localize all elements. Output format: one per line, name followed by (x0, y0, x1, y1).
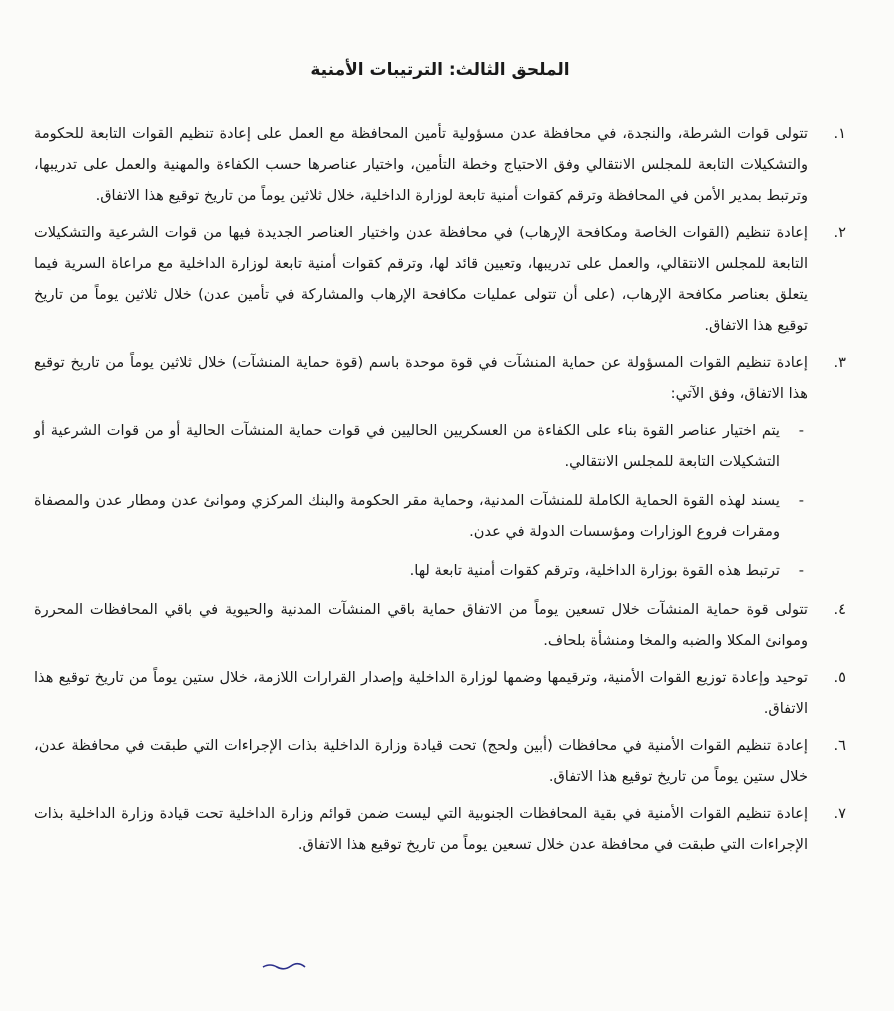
clause-text: إعادة تنظيم القوات المسؤولة عن حماية المنشآت في قوة موحدة باسم (قوة حماية المنشآت) خلال ثلاثين يوماً من تاريخ توقيع هذا الاتفاق، وفق الآتي: (34, 354, 808, 402)
pen-stroke (263, 964, 305, 969)
bullet-dash: - (798, 492, 804, 509)
sub-item (34, 485, 808, 547)
bullet-dash: - (798, 562, 804, 579)
clause-number: ٤. (833, 601, 846, 618)
clause-text: تتولى قوة حماية المنشآت خلال تسعين يوماً من الاتفاق حماية باقي المنشآت المدنية والحيوية في باقي المحافظات المحررة وموانئ المكلا والضبه والمخا ومنشأة بلحاف. (34, 601, 808, 649)
clause-text: إعادة تنظيم القوات الأمنية في بقية المحافظات الجنوبية التي ليست ضمن قوائم وزارة الداخلية تحت قيادة وزارة الداخلية بذات الإجراءات التي طبقت في محافظة عدن خلال تسعين يوماً من تاريخ توقيع هذا الاتفاق. (34, 805, 808, 853)
clause-text: إعادة تنظيم القوات الأمنية في محافظات (أبين ولحج) تحت قيادة وزارة الداخلية بذات الإجراءات التي طبقت في محافظة عدن، خلال ستين يوماً من تاريخ توقيع هذا الاتفاق. (34, 737, 808, 785)
page-title: الملحق الثالث: الترتيبات الأمنية (310, 60, 570, 80)
sub-item (34, 415, 808, 477)
clause-list (34, 118, 846, 860)
clause-5 (34, 662, 846, 724)
clause-text: تتولى قوات الشرطة، والنجدة، في محافظة عدن مسؤولية تأمين المحافظة مع العمل على إعادة تنظيم القوات التابعة للحكومة والتشكيلات التابعة للمجلس الانتقالي وفق الاحتياج وخطة التأمين، واختيار عناصرها حسب الكفاءة والمهنية والعمل على تدريبها، وترتبط بمدير الأمن في المحافظة وترقم كقوات أمنية تابعة لوزارة الداخلية، خلال ثلاثين يوماً من تاريخ توقيع هذا الاتفاق. (34, 125, 808, 204)
clause-text: إعادة تنظيم (القوات الخاصة ومكافحة الإرهاب) في محافظة عدن واختيار العناصر الجديدة فيها من قوات الشرعية والتشكيلات التابعة للمجلس الانتقالي، والعمل على تدريبها، وتعيين قائد لها، وترقم كقوات أمنية تابعة لوزارة الداخلية مع مراعاة السرية فيما يتعلق بعناصر مكافحة الإرهاب، (على أن تتولى عمليات مكافحة الإرهاب والمشاركة في تأمين عدن) خلال ثلاثين يوماً من تاريخ توقيع هذا الاتفاق. (34, 224, 808, 334)
clause-2 (34, 217, 846, 341)
clause-6 (34, 730, 846, 792)
clause-number: ٦. (833, 737, 846, 754)
clause-number: ٧. (833, 805, 846, 822)
clause-number: ٢. (833, 224, 846, 241)
clause-text: توحيد وإعادة توزيع القوات الأمنية، وترقيمها وضمها لوزارة الداخلية وإصدار القرارات اللازمة، خلال ستين يوماً من تاريخ توقيع هذا الاتفاق. (34, 669, 808, 717)
clause-3 (34, 347, 846, 586)
clause-1 (34, 118, 846, 211)
sub-item-list (34, 415, 808, 586)
bullet-dash: - (798, 422, 804, 439)
sub-item-text: ترتبط هذه القوة بوزارة الداخلية، وترقم كقوات أمنية تابعة لها. (409, 562, 780, 579)
clause-4 (34, 594, 846, 656)
sub-item-text: يسند لهذه القوة الحماية الكاملة للمنشآت المدنية، وحماية مقر الحكومة والبنك المركزي وموانئ عدن ومطار عدن والمصفاة ومقرات فروع الوزارات ومؤسسات الدولة في عدن. (34, 492, 780, 540)
clause-number: ١. (833, 125, 846, 142)
clause-number: ٣. (833, 354, 846, 371)
pen-mark (262, 962, 306, 970)
sub-item (34, 555, 808, 586)
sub-item-text: يتم اختيار عناصر القوة بناء على الكفاءة من العسكريين الحاليين في قوات حماية المنشآت الحالية أو من قوات الشرعية أو التشكيلات التابعة للمجلس الانتقالي. (34, 422, 780, 470)
clause-number: ٥. (833, 669, 846, 686)
clause-7 (34, 798, 846, 860)
